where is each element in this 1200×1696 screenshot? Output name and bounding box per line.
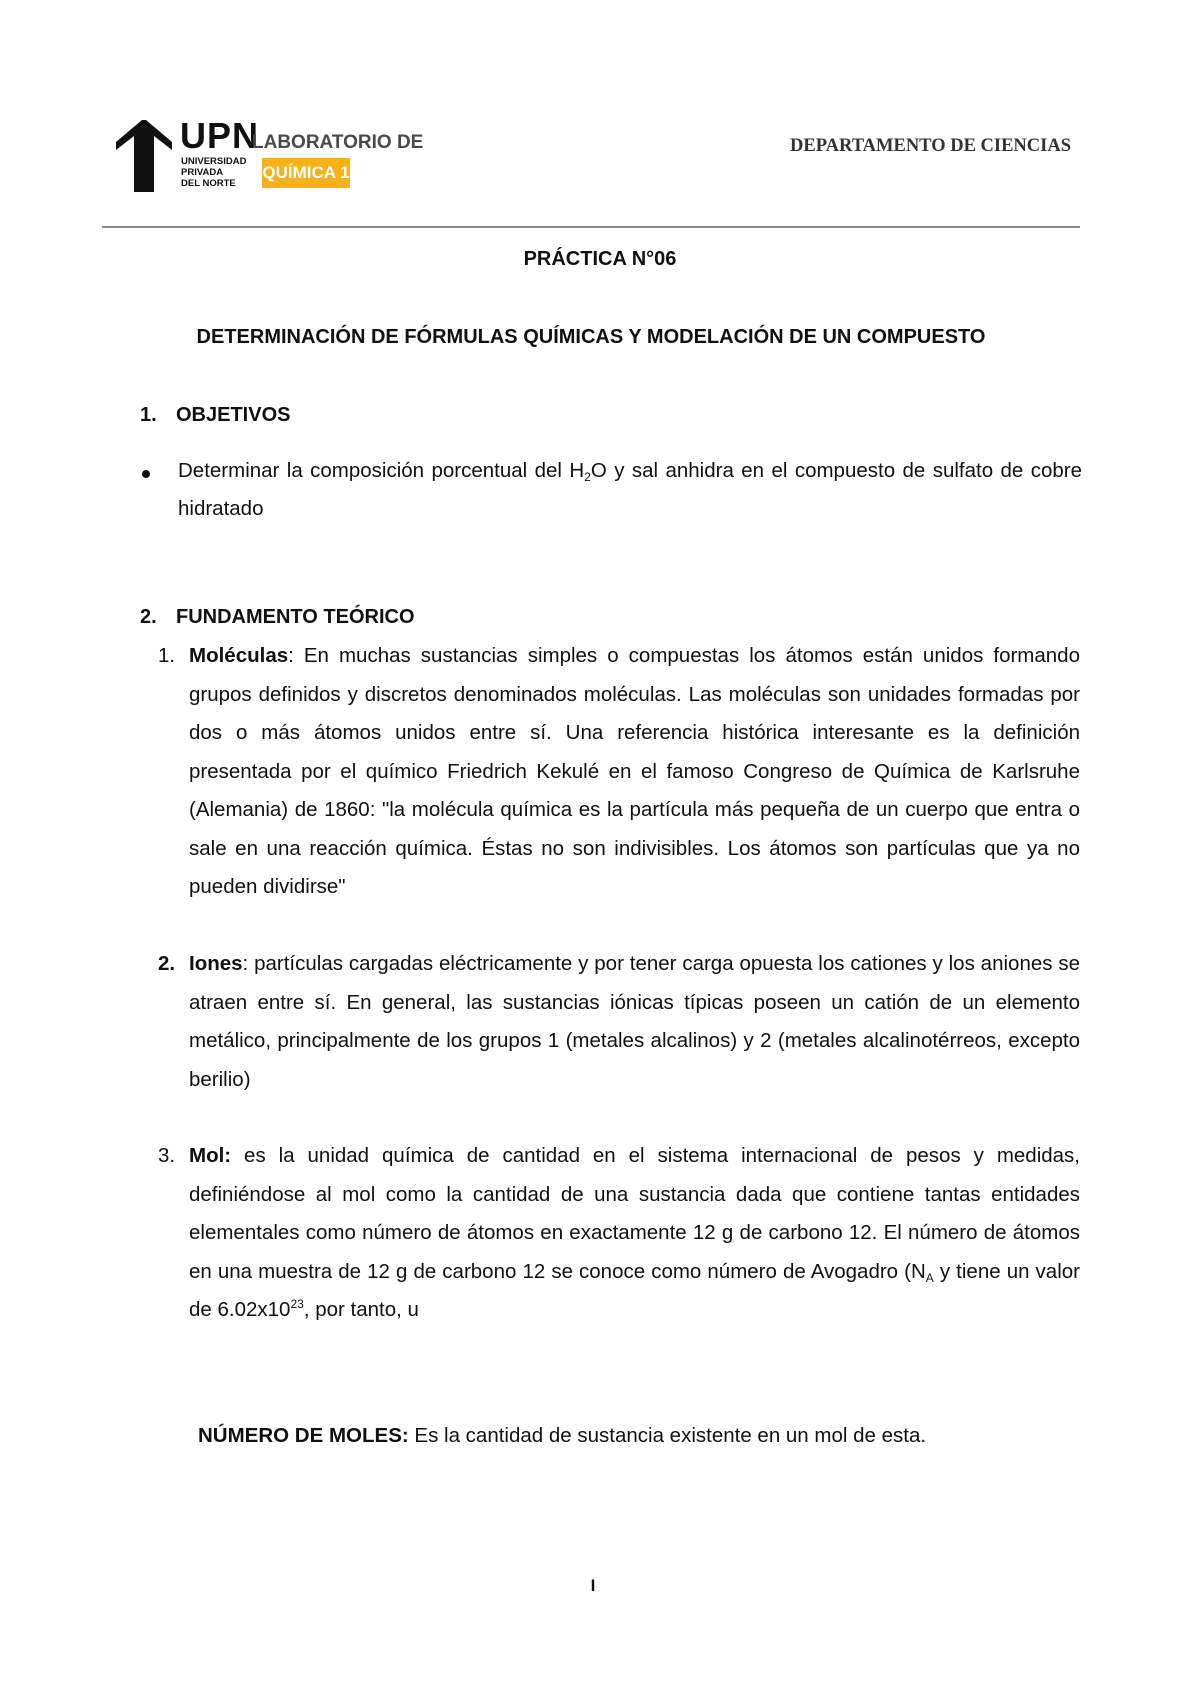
- lab-label: LABORATORIO DE: [252, 132, 424, 153]
- item-text-mol: Mol: es la unidad química de cantidad en el sistema internacional de pesos y medidas, definiéndose al mol como la cantidad de una sustancia dada que contiene tantas entidades elementales como número de átomos en exactamente 12 g de carbono 12. El número de átomos en una muestra de 12 g de carbono 12 se conoce como número de Avogadro ($N_A$ y tiene un valor de $6.02x10^{23}$, por tanto, u: [189, 1144, 1080, 1321]
- lab-badge: QUÍMICA 1: [262, 158, 350, 188]
- item-text-iones: Iones: partículas cargadas eléctricamente y por tener carga opuesta los cationes y los aniones se atraen entre sí. En general, las sustancias iónicas típicas poseen un catión de un elemento metálico, principalmente de los grupos 1 (metales alcalinos) y 2 (metales alcalinotérreos, excepto berilio): [189, 952, 1080, 1091]
- moles-definition: NÚMERO DE MOLES: Es la cantidad de sustancia existente en un mol de esta.: [198, 1424, 927, 1447]
- logo-subtitle: UNIVERSIDAD PRIVADA DEL NORTE: [181, 156, 247, 189]
- bullet-dot-icon: [142, 470, 150, 478]
- objective-text: Determinar la composición porcentual del $H_2O$ y sal anhidra en el compuesto de sulfato de cobre hidratado: [178, 459, 1082, 520]
- item-text-moleculas: Moléculas: En muchas sustancias simples o compuestas los átomos están unidos formando grupos definidos y discretos denominados moléculas. Las moléculas son unidades formadas por dos o más átomos unidos entre sí. Una referencia histórica interesante es la definición presentada por el químico Friedrich Kekulé en el famoso Congreso de Química de Karlsruhe (Alemania) de 1860: "la molécula química es la partícula más pequeña de un cuerpo que entra o sale en una reacción química. Éstas no son indivisibles. Los átomos son partículas que ya no pueden dividirse": [189, 644, 1080, 898]
- main-title: DETERMINACIÓN DE FÓRMULAS QUÍMICAS Y MODELACIÓN DE UN COMPUESTO: [196, 326, 986, 348]
- upn-logo: [116, 115, 424, 196]
- document-page: UPN UNIVERSIDAD PRIVADA DEL NORTE LABORATORIO DE QUÍMICA 1 DEPARTAMENTO DE CIENCIAS PRÁCTICA N°06 DETERMINACIÓN DE FÓRMULAS QUÍMICAS Y MODELACIÓN DE UN COMPUESTO 1. OBJETIVOS Determinar la composición porcentual del $H_2O$ y sal anhidra en el compuesto de sulfato de cobre hidratado 2. FUNDAMENTO TEÓRICO 1. Moléculas: En muchas sustancias simples o compuestas los átomos están unidos formando grupos definidos y discretos denominados moléculas. Las moléculas son unidades formadas por dos o más átomos unidos entre sí. Una referencia histórica interesante es la definición presentada por el químico Friedrich Kekulé en el famoso Congreso de Química de Karlsruhe (Alemania) de 1860: "la molécula química es la partícula más pequeña de un cuerpo que entra o sale en una reacción química. Éstas no son indivisibles. Los átomos son partículas que ya no pueden dividirse" 2. Iones: partículas cargadas eléctricamente y por tener carga opuesta los cationes y los aniones se atraen entre sí. En general, las sustancias iónicas típicas poseen un catión de un elemento metálico, principalmente de los grupos 1 (metales alcalinos) y 2 (metales alcalinotérreos, excepto berilio) 3. Mol: es la unidad química de cantidad en el sistema internacional de pesos y medidas, definiéndose al mol como la cantidad de una sustancia dada que contiene tantas entidades elementales como número de átomos en exactamente 12 g de carbono 12. El número de átomos en una muestra de 12 g de carbono 12 se conoce como número de Avogadro ($N_A$ y tiene un valor de $6.02x10^{23}$, por tanto, u NÚMERO DE MOLES: Es la cantidad de sustancia existente en un mol de esta. I: [0, 0, 1200, 1696]
- department-label: DEPARTAMENTO DE CIENCIAS: [790, 136, 1071, 156]
- practice-title: PRÁCTICA N°06: [523, 248, 677, 270]
- section-heading-fundamento: 2. FUNDAMENTO TEÓRICO: [140, 606, 415, 628]
- page-number: I: [590, 1576, 596, 1595]
- header-divider: [102, 226, 1080, 228]
- upn-arrow-logo-icon: [116, 120, 172, 192]
- logo-word: UPN: [180, 115, 260, 156]
- section-heading-objetivos: 1. OBJETIVOS: [140, 404, 291, 426]
